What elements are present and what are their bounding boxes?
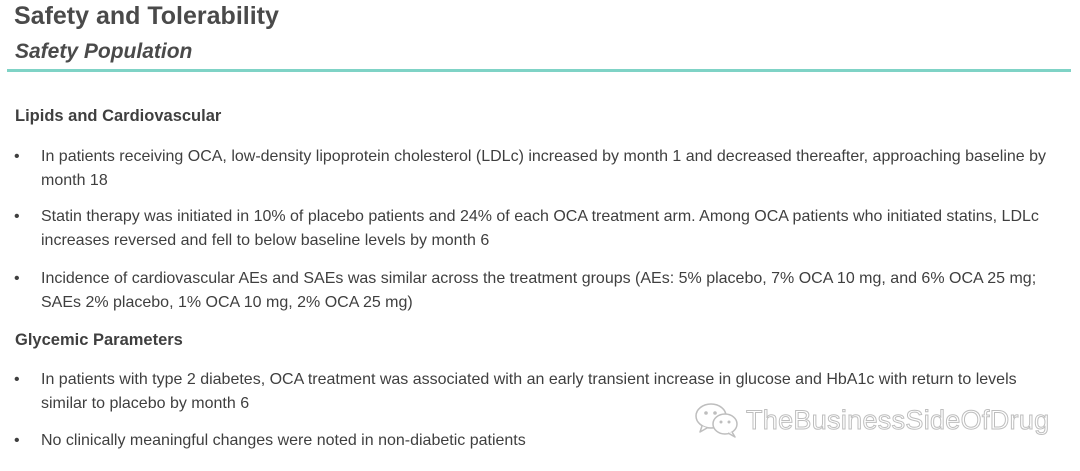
watermark	[694, 400, 1049, 440]
page-title: Safety and Tolerability	[14, 2, 279, 30]
section-heading-lipids: Lipids and Cardiovascular	[15, 107, 222, 125]
page-subtitle: Safety Population	[15, 40, 193, 63]
bullet-marker: •	[14, 432, 20, 449]
bullet-text: Incidence of cardiovascular AEs and SAEs was similar across the treatment groups (AEs: 5% placebo, 7% OCA 10 mg, and 6% OCA 25 mg; SAEs 2% placebo, 1% OCA 10 mg, 2% OCA 25 mg)	[41, 270, 1037, 311]
bullet-marker: •	[14, 208, 20, 225]
bullet-marker: •	[14, 148, 20, 165]
bullet-marker: •	[14, 371, 20, 388]
section-heading-glycemic: Glycemic Parameters	[15, 331, 183, 349]
bullet-marker: •	[14, 270, 20, 287]
bullet-text: In patients with type 2 diabetes, OCA treatment was associated with an early transient increase in glucose and HbA1c with return to levels similar to placebo by month 6	[41, 371, 1017, 412]
watermark-text: TheBusinessSideOfDrug	[746, 404, 1050, 435]
bullet-text: No clinically meaningful changes were noted in non-diabetic patients	[41, 432, 526, 449]
header-divider	[7, 69, 1071, 72]
bullet-text: In patients receiving OCA, low-density lipoprotein cholesterol (LDLc) increased by month 1 and decreased thereafter, approaching baseline by month 18	[41, 148, 1047, 189]
bullet-text: Statin therapy was initiated in 10% of placebo patients and 24% of each OCA treatment arm. Among OCA patients who initiated statins, LDLc increases reversed and fell to below baseline levels by month 6	[41, 208, 1039, 249]
wechat-icon	[694, 401, 740, 439]
